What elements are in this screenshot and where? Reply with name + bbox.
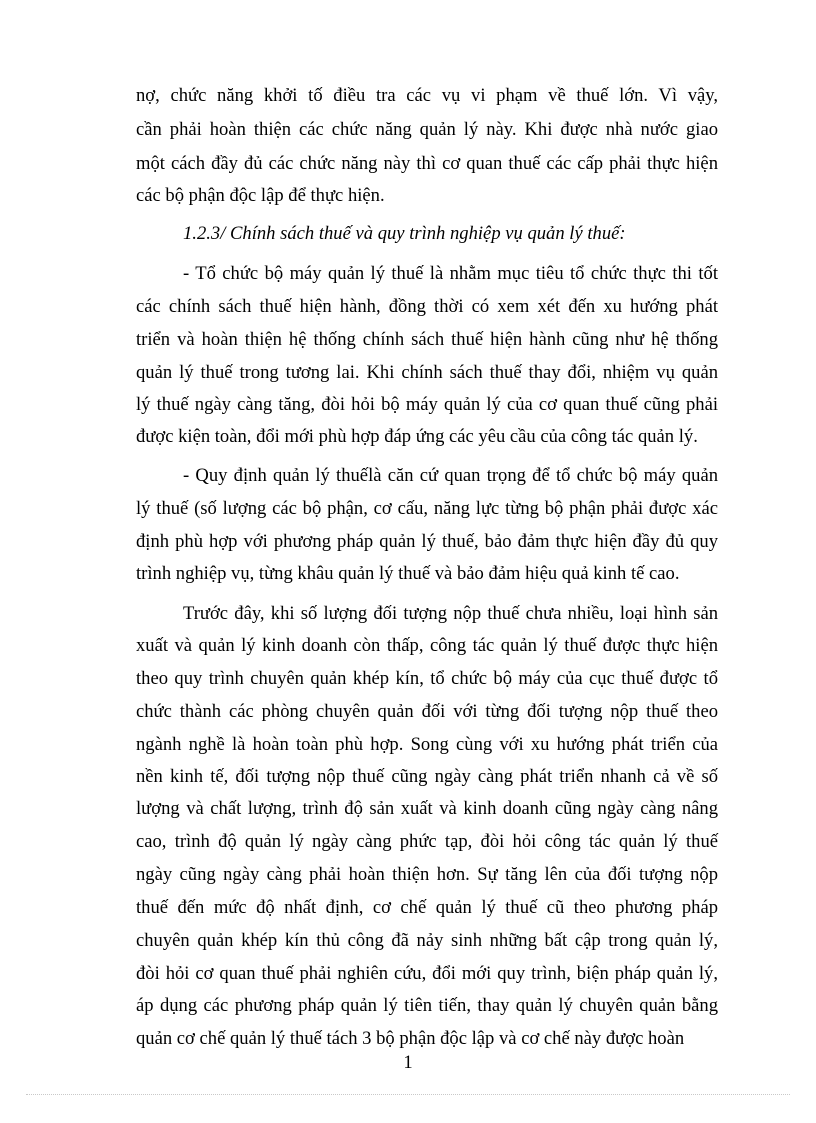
text-line: một cách đầy đủ các chức năng này thì cơ quan thuế các cấp phải thực hiện xyxy=(136,153,718,174)
text-line: các chính sách thuế hiện hành, đồng thời có xem xét đến xu hướng phát xyxy=(136,296,718,317)
text-line: cao, trình độ quản lý ngày càng phức tạp, đòi hỏi công tác quản lý thuế xyxy=(136,831,718,852)
text-line: xuất và quản lý kinh doanh còn thấp, công tác quản lý thuế được thực hiện xyxy=(136,635,718,656)
text-line: áp dụng các phương pháp quản lý tiên tiến, thay quản lý chuyên quản bằng xyxy=(136,995,718,1016)
text-line: triển và hoàn thiện hệ thống chính sách thuế hiện hành cũng như hệ thống xyxy=(136,329,718,350)
text-line: Trước đây, khi số lượng đối tượng nộp thuế chưa nhiều, loại hình sản xyxy=(183,603,718,624)
footer-rule xyxy=(26,1094,790,1095)
text-line: chức thành các phòng chuyên quản đối với từng đối tượng nộp thuế theo xyxy=(136,701,718,722)
text-line: quản lý thuế trong tương lai. Khi chính sách thuế thay đổi, nhiệm vụ quản xyxy=(136,362,718,383)
text-line: quản cơ chế quản lý thuế tách 3 bộ phận độc lập và cơ chế này được hoàn xyxy=(136,1028,685,1049)
text-line: nợ, chức năng khởi tố điều tra các vụ vi phạm về thuế lớn. Vì vậy, xyxy=(136,85,718,106)
text-line: lý thuế ngày càng tăng, đòi hỏi bộ máy quản lý của cơ quan thuế cũng phải xyxy=(136,394,718,415)
text-line: chuyên quản khép kín thủ công đã nảy sinh những bất cập trong quản lý, xyxy=(136,930,718,951)
text-line: thuế đến mức độ nhất định, cơ chế quản lý thuế cũ theo phương pháp xyxy=(136,897,718,918)
text-line: theo quy trình chuyên quản khép kín, tổ chức bộ máy của cục thuế được tổ xyxy=(136,668,718,689)
section-heading: 1.2.3/ Chính sách thuế và quy trình nghiệp vụ quản lý thuế: xyxy=(183,223,626,244)
text-line: trình nghiệp vụ, từng khâu quản lý thuế và bảo đảm hiệu quả kinh tế cao. xyxy=(136,563,680,584)
text-line: lượng và chất lượng, trình độ sản xuất và kinh doanh cũng ngày càng nâng xyxy=(136,798,718,819)
text-line: - Quy định quản lý thuếlà căn cứ quan trọng để tổ chức bộ máy quản xyxy=(183,465,718,486)
text-line: - Tổ chức bộ máy quản lý thuế là nhằm mục tiêu tổ chức thực thi tốt xyxy=(183,263,718,284)
text-line: đòi hỏi cơ quan thuế phải nghiên cứu, đổi mới quy trình, biện pháp quản lý, xyxy=(136,963,718,984)
text-line: ngày cũng ngày càng phải hoàn thiện hơn. Sự tăng lên của đối tượng nộp xyxy=(136,864,718,885)
text-line: các bộ phận độc lập để thực hiện. xyxy=(136,185,385,206)
text-line: cần phải hoàn thiện các chức năng quản lý này. Khi được nhà nước giao xyxy=(136,119,718,140)
text-line: định phù hợp với phương pháp quản lý thuế, bảo đảm thực hiện đầy đủ quy xyxy=(136,531,718,552)
text-line: lý thuế (số lượng các bộ phận, cơ cấu, năng lực từng bộ phận phải được xác xyxy=(136,498,718,519)
text-line: nền kinh tế, đối tượng nộp thuế cũng ngày càng phát triển nhanh cả về số xyxy=(136,766,718,787)
page-number: 1 xyxy=(403,1052,413,1073)
text-line: được kiện toàn, đổi mới phù hợp đáp ứng các yêu cầu của công tác quản lý. xyxy=(136,426,698,447)
text-line: ngành nghề là hoàn toàn phù hợp. Song cùng với xu hướng phát triển của xyxy=(136,734,718,755)
